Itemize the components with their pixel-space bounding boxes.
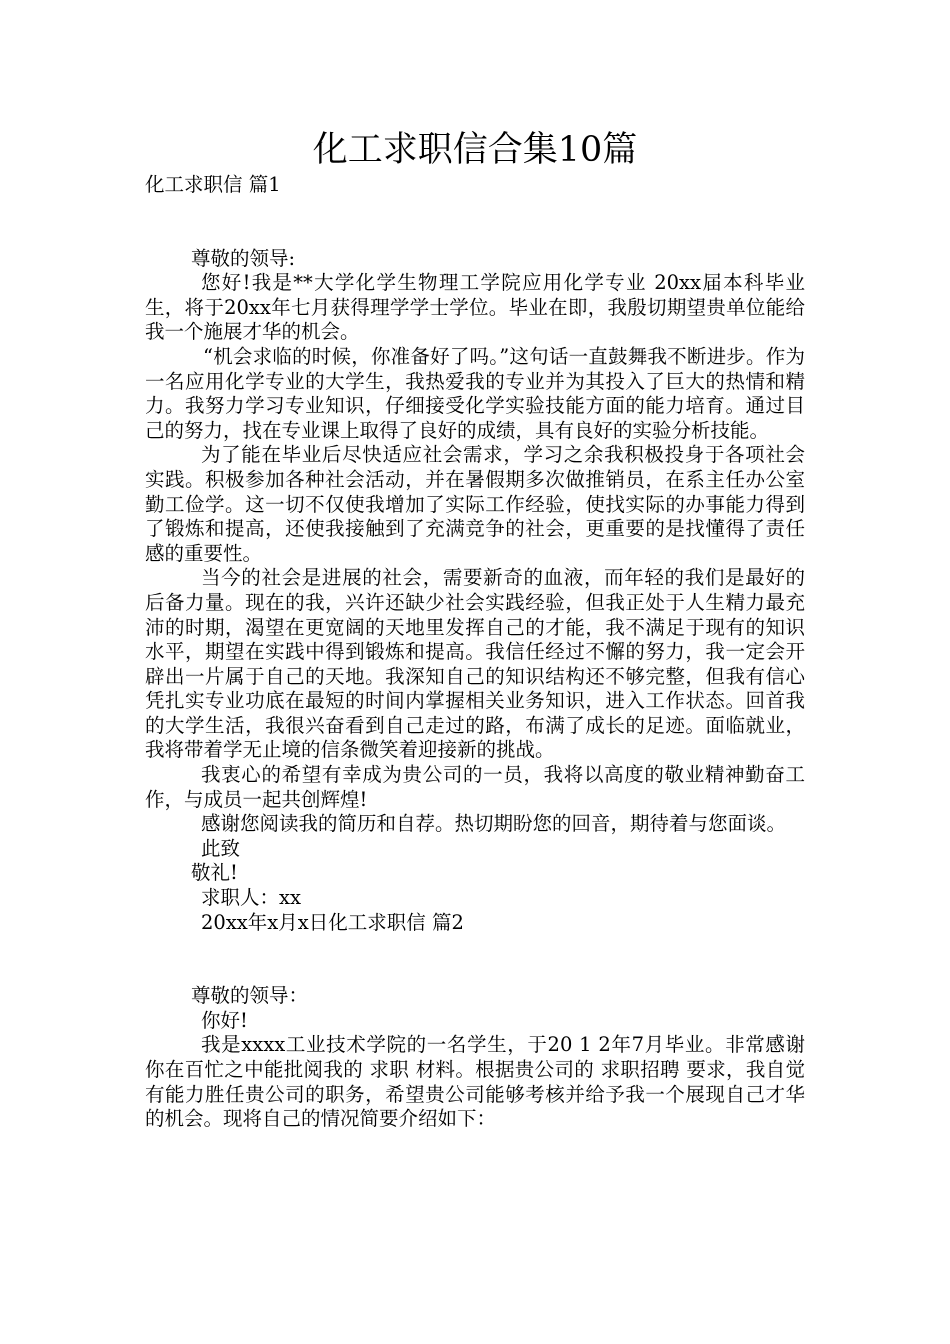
letter-1-heading: 化工求职信 篇1 <box>145 173 281 196</box>
letter-1-paragraph: 为了能在毕业后尽快适应社会需求，学习之余我积极投身于各项社会实践。积极参加各种社会活动，并在暑假期多次做推销员，在系主任办公室勤工俭学。这一切不仅使我增加了实际工作经验，使找实际的办事能力得到了锻炼和提高，还使我接触到了充满竞争的社会，更重要的是找懂得了责任感的重要性。 <box>145 443 805 565</box>
document-body <box>145 173 805 1132</box>
letter-1-paragraph: 我衷心的希望有幸成为贵公司的一员，我将以高度的敬业精神勤奋工作，与成员一起共创辉煌! <box>145 763 805 811</box>
letter-2-greeting: 你好! <box>201 1008 248 1032</box>
letter-1-signature: 求职人：xx <box>201 886 301 910</box>
letter-2-paragraph: 我是xxxx工业技术学院的一名学生，于20 1 2年7月毕业。非常感谢你在百忙之中能批阅我的 求职 材料。根据贵公司的 求职招聘 要求，我自觉有能力胜任贵公司的职务，希望贵公司能够考核并给予我一个展现自己才华的机会。现将自己的情况简要介绍如下： <box>145 1033 805 1131</box>
letter-1-paragraph: 感谢您阅读我的简历和自荐。热切期盼您的回音，期待着与您面谈。 <box>201 812 787 836</box>
letter-1-closing: 此致 <box>201 836 241 860</box>
blank-gap <box>145 198 805 247</box>
letter-1-salutation: 尊敬的领导: <box>191 246 296 270</box>
blank-gap <box>145 935 805 984</box>
letter-1-paragraph: “机会求临的时候，你准备好了吗。”这句话一直鼓舞我不断进步。作为一名应用化学专业的大学生，我热爱我的专业并为其投入了巨大的热情和精力。我努力学习专业知识，仔细接受化学实验技能方面的能力培育。通过目己的努力，找在专业课上取得了良好的成绩，具有良好的实验分析技能。 <box>145 344 805 442</box>
document-title: 化工求职信合集10篇 <box>312 130 638 170</box>
letter-1-date-and-letter-2-heading: 20xx年x月x日化工求职信 篇2 <box>201 910 464 934</box>
letter-1-paragraph: 当今的社会是进展的社会，需要新奇的血液，而年轻的我们是最好的后备力量。现在的我，兴许还缺少社会实践经验，但我正处于人生精力最充沛的时期，渴望在更宽阔的天地里发挥自己的才能，我不满足于现有的知识水平，期望在实践中得到锻炼和提高。我信任经过不懈的努力，我一定会开辟出一片属于自己的天地。我深知自己的知识结构还不够完整，但我有信心凭扎实专业功底在最短的时间内掌握相关业务知识，进入工作状态。回首我的大学生活，我很兴奋看到自己走过的路，布满了成长的足迹。面临就业，我将带着学无止境的信条微笑着迎接新的挑战。 <box>145 566 805 762</box>
letter-2-salutation: 尊敬的领导： <box>191 984 309 1008</box>
letter-1-regards: 敬礼! <box>191 861 238 885</box>
letter-1-paragraph: 您好!我是**大学化学生物理工学院应用化学专业 20xx届本科毕业生，将于20xx年七月获得理学学士学位。毕业在即，我殷切期望贵单位能给我一个施展才华的机会。 <box>145 271 805 344</box>
